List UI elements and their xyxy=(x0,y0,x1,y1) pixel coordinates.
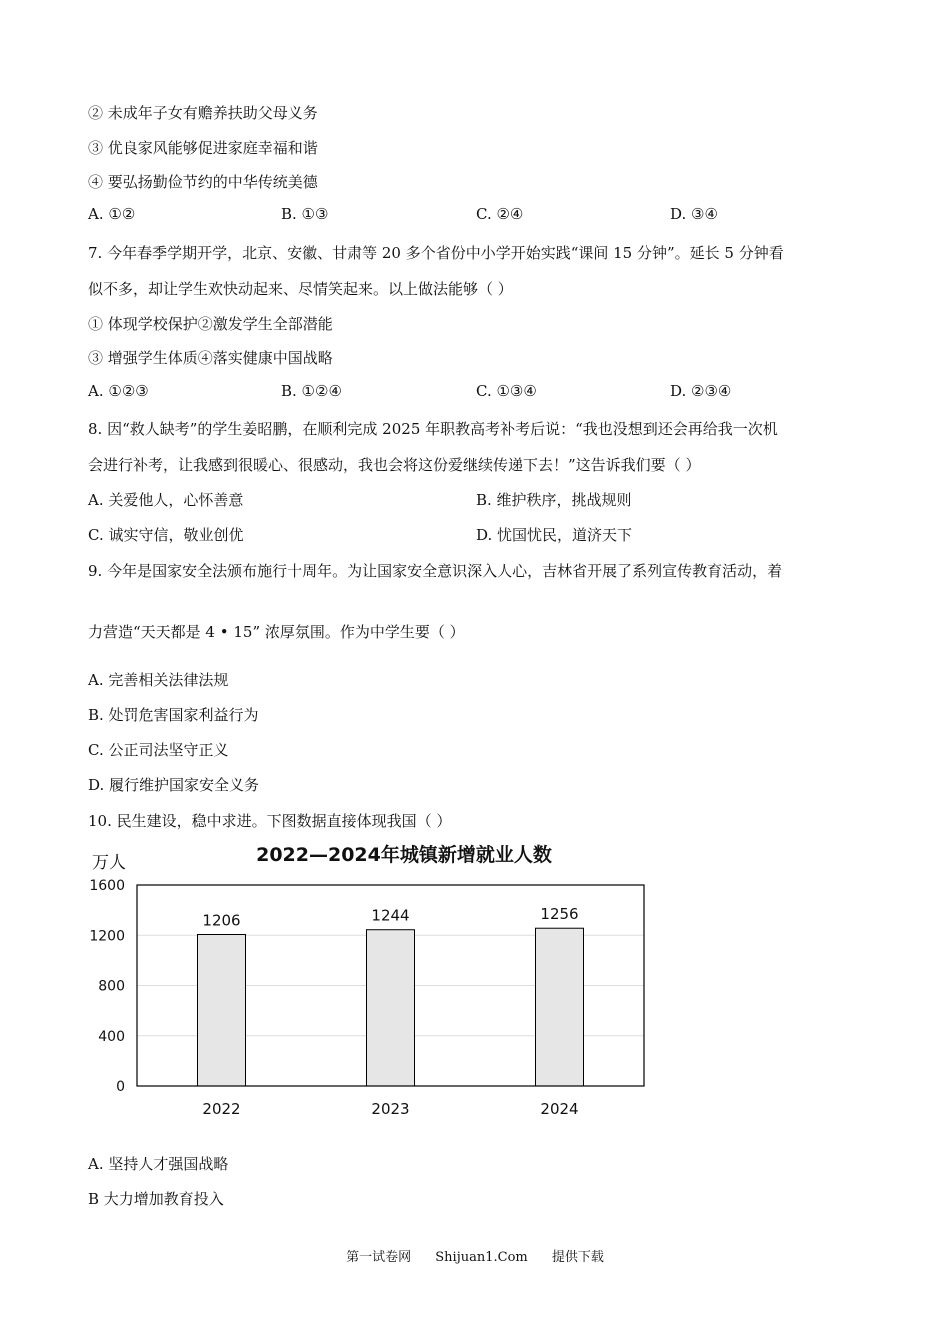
q6-option-a[interactable]: A. ①② xyxy=(88,205,136,223)
y-tick-label: 1600 xyxy=(89,878,125,894)
q7-option-a[interactable]: A. ①②③ xyxy=(88,382,149,400)
q9-option-c[interactable]: C. 公正司法坚守正义 xyxy=(88,741,229,759)
q8-option-c[interactable]: C. 诚实守信，敬业创优 xyxy=(88,526,244,544)
q8-option-b[interactable]: B. 维护秩序，挑战规则 xyxy=(476,491,632,509)
q7-option-d[interactable]: D. ②③④ xyxy=(670,382,732,400)
q7-option-b[interactable]: B. ①②④ xyxy=(281,382,342,400)
q7-item-1: ① 体现学校保护②激发学生全部潜能 xyxy=(88,315,333,333)
y-tick-label: 400 xyxy=(98,1028,125,1045)
y-tick-label: 800 xyxy=(98,978,125,995)
employment-bar-chart xyxy=(86,838,656,1128)
q6-option-c[interactable]: C. ②④ xyxy=(476,205,524,223)
q7-option-c[interactable]: C. ①③④ xyxy=(476,382,537,400)
footer-note: 提供下载 xyxy=(551,1250,604,1265)
q7-stem-line1: 7. 今年春季学期开学，北京、安徽、甘肃等 20 多个省份中小学开始实践“课间 15 分钟”。延长 5 分钟看 xyxy=(88,244,784,262)
q10-stem: 10. 民生建设，稳中求进。下图数据直接体现我国（ ） xyxy=(88,812,452,830)
data-label-2024: 1256 xyxy=(540,905,579,924)
page-footer xyxy=(0,1246,950,1265)
q8-option-a[interactable]: A. 关爱他人，心怀善意 xyxy=(88,491,244,509)
q6-option-b[interactable]: B. ①③ xyxy=(281,205,329,223)
chart-y-axis-label: 万人 xyxy=(92,853,126,873)
bar-2022 xyxy=(198,934,246,1086)
q8-option-d[interactable]: D. 忧国忧民，道济天下 xyxy=(476,526,633,544)
q6-item-4: ④ 要弘扬勤俭节约的中华传统美德 xyxy=(88,173,318,191)
bar-2023 xyxy=(367,930,415,1086)
footer-domain: Shijuan1.Com xyxy=(435,1250,528,1265)
footer-site: 第一试卷网 xyxy=(346,1250,412,1265)
q8-stem-line2: 会进行补考，让我感到很暖心、很感动，我也会将这份爱继续传递下去！”这告诉我们要（ ） xyxy=(88,456,701,474)
q6-option-d[interactable]: D. ③④ xyxy=(670,205,718,223)
q8-stem-line1: 8. 因“救人缺考”的学生姜昭鹏，在顺利完成 2025 年职教高考补考后说：“我也没想到还会再给我一次机 xyxy=(88,420,778,438)
q9-stem-line1: 9. 今年是国家安全法颁布施行十周年。为让国家安全意识深入人心，吉林省开展了系列宣传教育活动，着 xyxy=(88,562,783,580)
x-tick-label-2022: 2022 xyxy=(202,1100,241,1118)
q10-option-a[interactable]: A. 坚持人才强国战略 xyxy=(88,1155,229,1173)
chart-title: 2022—2024年城镇新增就业人数 xyxy=(256,844,552,866)
chart-svg xyxy=(86,838,656,1128)
q9-stem-line2: 力营造“天天都是 4 • 15” 浓厚氛围。作为中学生要（ ） xyxy=(88,623,465,641)
x-tick-label-2024: 2024 xyxy=(540,1100,579,1118)
q10-option-b[interactable]: B 大力增加教育投入 xyxy=(88,1190,224,1208)
q9-option-d[interactable]: D. 履行维护国家安全义务 xyxy=(88,776,260,794)
q6-item-2: ② 未成年子女有赡养扶助父母义务 xyxy=(88,104,318,122)
data-label-2022: 1206 xyxy=(202,911,241,930)
y-tick-label: 0 xyxy=(116,1079,125,1095)
x-tick-label-2023: 2023 xyxy=(371,1100,410,1118)
q6-item-3: ③ 优良家风能够促进家庭幸福和谐 xyxy=(88,139,318,157)
bar-2024 xyxy=(536,928,584,1086)
data-label-2023: 1244 xyxy=(371,906,410,925)
q9-option-b[interactable]: B. 处罚危害国家利益行为 xyxy=(88,706,259,724)
q7-stem-line2: 似不多，却让学生欢快动起来、尽情笑起来。以上做法能够（ ） xyxy=(88,280,513,298)
q7-item-2: ③ 增强学生体质④落实健康中国战略 xyxy=(88,349,333,367)
y-tick-label: 1200 xyxy=(89,928,125,945)
q9-option-a[interactable]: A. 完善相关法律法规 xyxy=(88,671,229,689)
